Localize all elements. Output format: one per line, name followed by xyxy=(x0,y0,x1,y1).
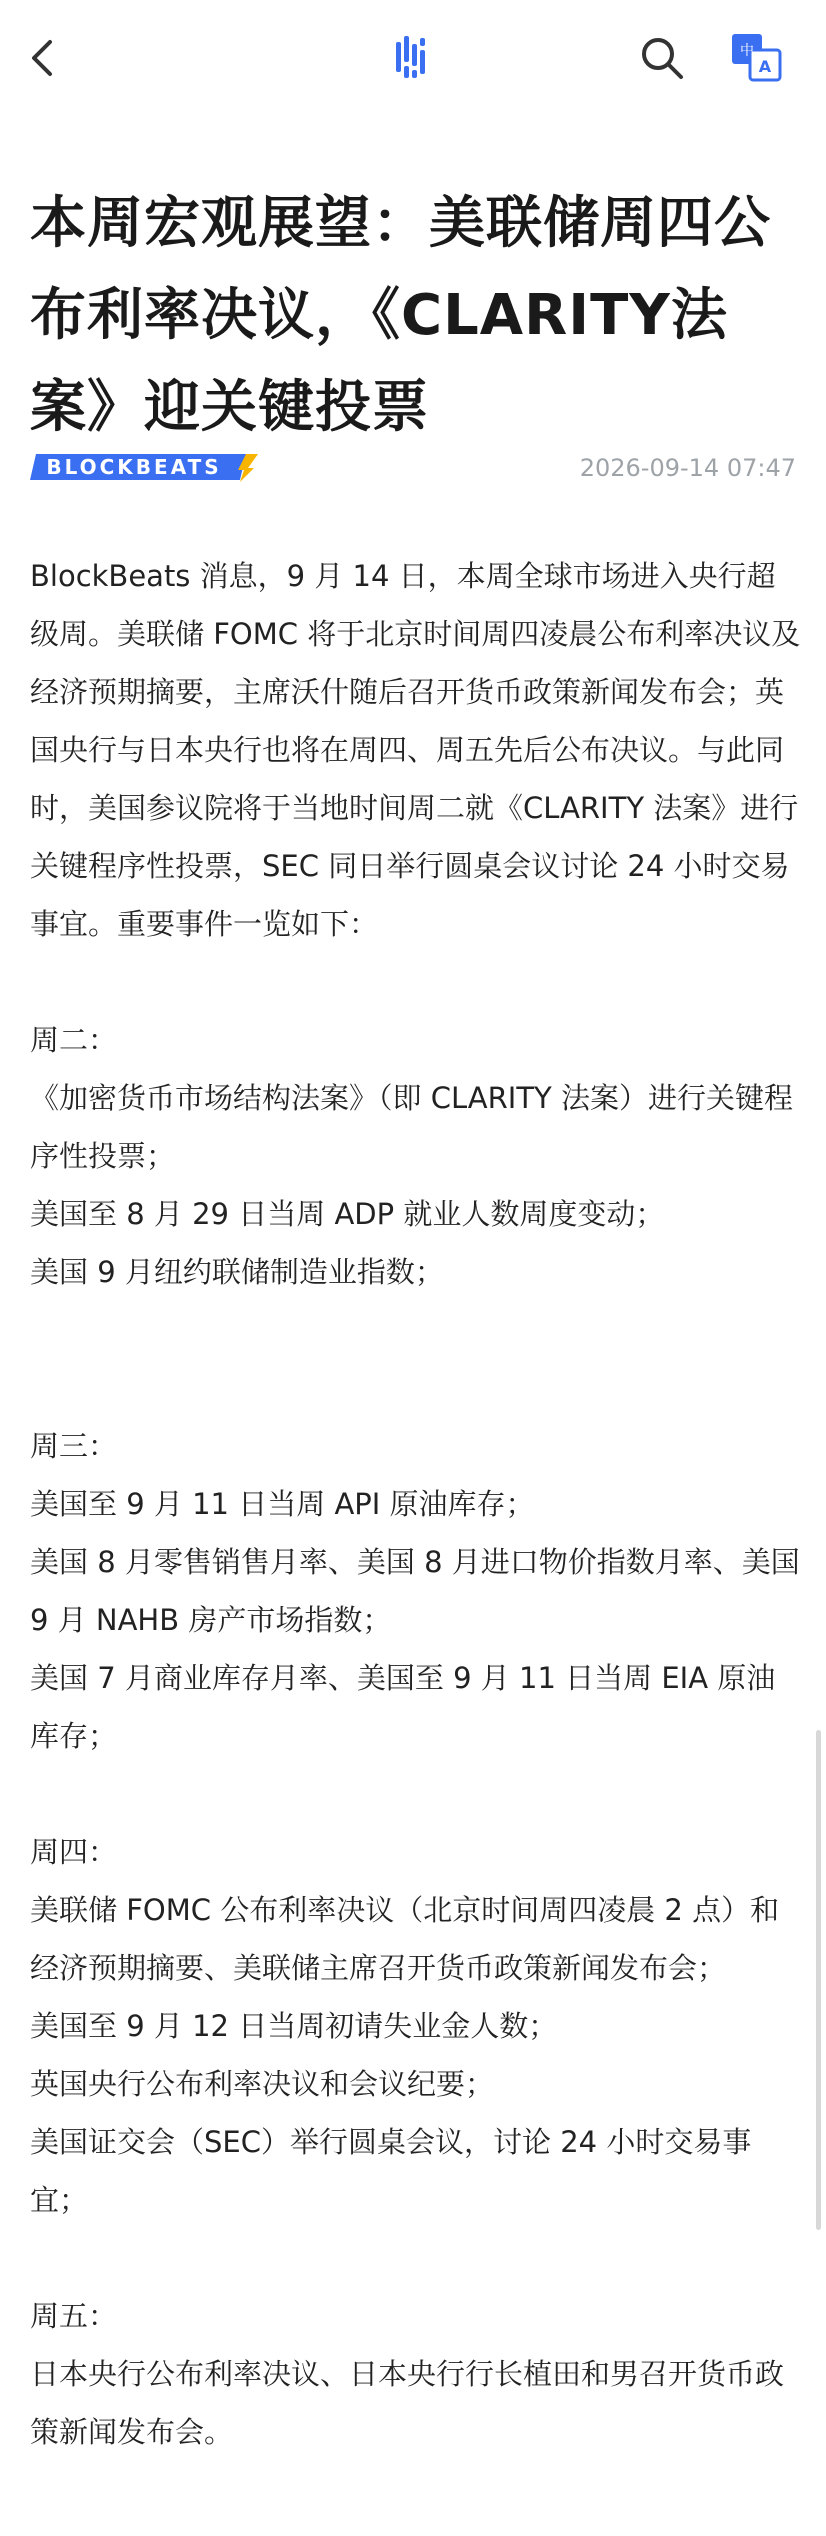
list-item: 美国至 9 月 11 日当周 API 原油库存； xyxy=(30,1487,535,1521)
list-item: 美国至 8 月 29 日当周 ADP 就业人数周度变动； xyxy=(30,1197,665,1231)
section-tuesday xyxy=(30,1011,802,1301)
section-heading: 周四： xyxy=(30,1835,118,1869)
back-button[interactable] xyxy=(24,30,64,86)
search-icon xyxy=(638,34,686,82)
blockbeats-logo-icon xyxy=(394,34,430,80)
section-friday xyxy=(30,2287,802,2461)
article-title: 本周宏观展望：美联储周四公布利率决议，《CLARITY法案》迎关键投票 xyxy=(30,190,771,440)
publish-timestamp: 2026-09-14 07:47 xyxy=(579,454,796,482)
section-wednesday xyxy=(30,1417,802,1765)
svg-text:A: A xyxy=(758,57,772,76)
search-button[interactable] xyxy=(638,34,686,82)
svg-text:中: 中 xyxy=(740,43,754,59)
list-item: 美国 7 月商业库存月率、美国至 9 月 11 日当周 EIA 原油库存； xyxy=(30,1661,776,1753)
translate-icon xyxy=(728,30,784,86)
list-item: 美国证交会（SEC）举行圆桌会议，讨论 24 小时交易事宜； xyxy=(30,2125,752,2217)
article-meta xyxy=(30,448,796,488)
list-item: 美国 8 月零售销售月率、美国 8 月进口物价指数月率、美国 9 月 NAHB 房产市场指数； xyxy=(30,1545,800,1637)
section-heading: 周三： xyxy=(30,1429,118,1463)
source-name: BLOCKBEATS xyxy=(46,455,222,479)
section-heading: 周五： xyxy=(30,2299,118,2333)
section-heading: 周二： xyxy=(30,1023,118,1057)
list-item: 美国 9 月纽约联储制造业指数； xyxy=(30,1255,444,1289)
article-intro: BlockBeats 消息，9 月 14 日，本周全球市场进入央行超级周。美联储 FOMC 将于北京时间周四凌晨公布利率决议及经济预期摘要，主席沃什随后召开货币政策新闻发布会；英国央行与日本央行也将在周四、周五先后公布决议。与此同时，美国参议院将于当地时间周二就《CLARITY 法案》进行关键程序性投票，SEC 同日举行圆桌会议讨论 24 小时交易事宜。重要事件一览如下： xyxy=(30,559,801,941)
chevron-left-icon xyxy=(24,30,64,86)
list-item: 美国至 9 月 12 日当周初请失业金人数； xyxy=(30,2009,558,2043)
translate-button[interactable] xyxy=(728,30,784,86)
source-badge[interactable] xyxy=(30,452,258,482)
list-item: 《加密货币市场结构法案》（即 CLARITY 法案）进行关键程序性投票； xyxy=(30,1081,793,1173)
section-thursday xyxy=(30,1823,802,2229)
list-item: 日本央行公布利率决议、日本央行行长植田和男召开货币政策新闻发布会。 xyxy=(30,2357,785,2449)
scrollbar[interactable] xyxy=(816,1730,821,2230)
top-navigation-bar xyxy=(0,0,826,115)
list-item: 美联储 FOMC 公布利率决议（北京时间周四凌晨 2 点）和经济预期摘要、美联储主席召开货币政策新闻发布会； xyxy=(30,1893,780,1985)
article-body xyxy=(30,547,802,2461)
list-item: 英国央行公布利率决议和会议纪要； xyxy=(30,2067,495,2101)
